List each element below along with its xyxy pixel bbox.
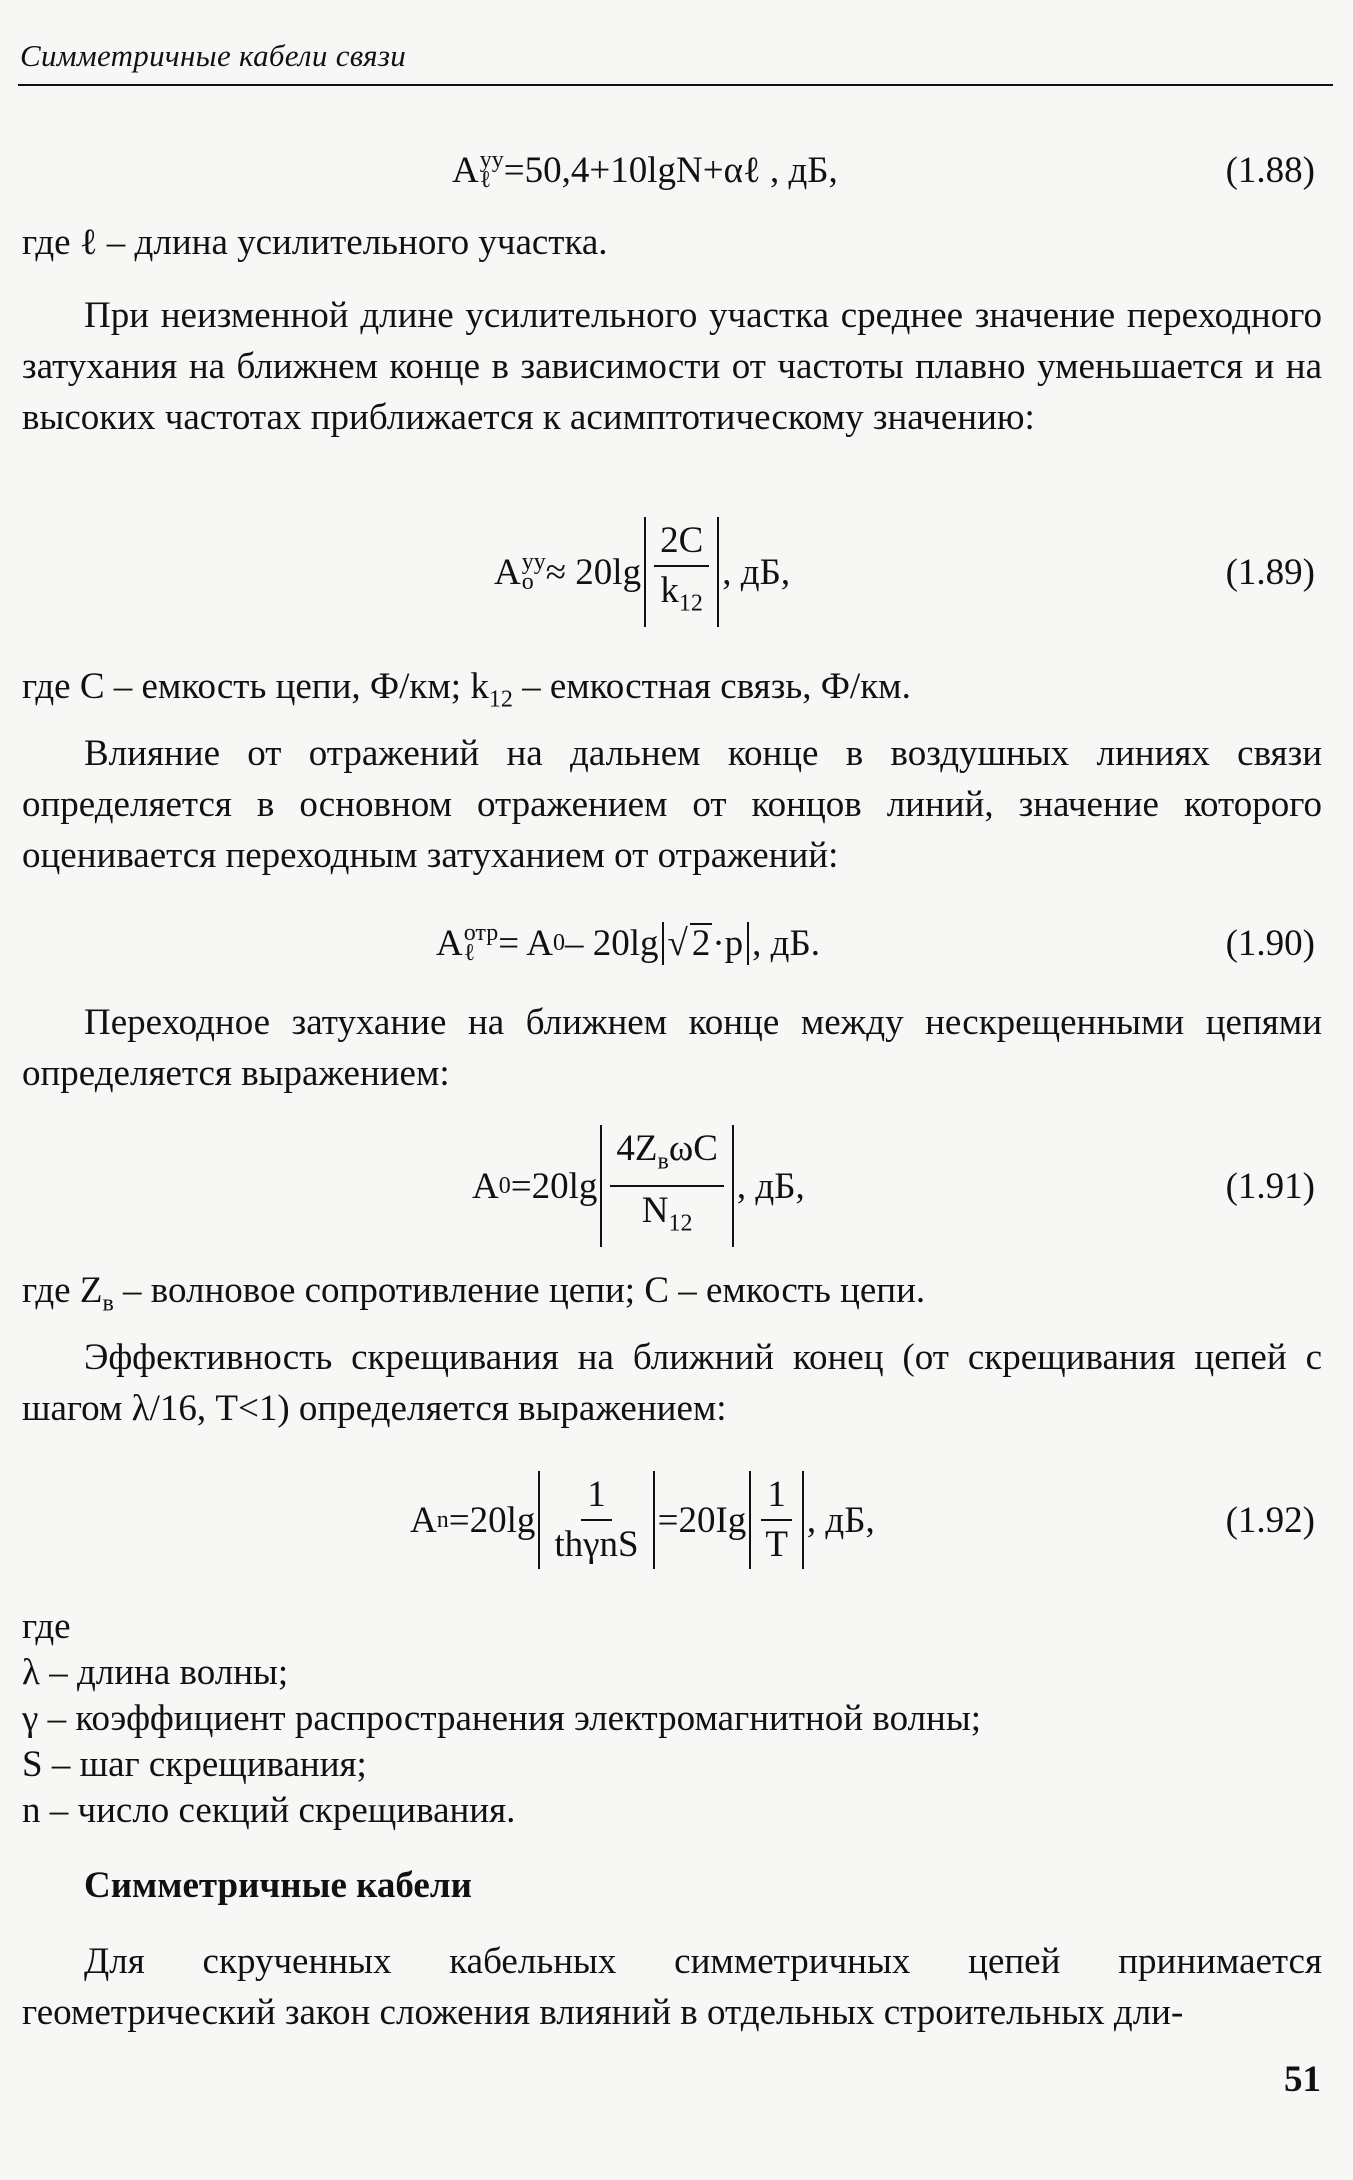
equation-1-92-body [410,1460,875,1580]
eq89-numerator: 2C [654,519,709,567]
eq90-abs [662,922,750,965]
paragraph-reflections: Влияние от отражений на дальнем конце в воздушных линиях связи определяется в основном отражением от концов линий, значение которого оценивается переходным затуханием от отражений: [22,733,1322,876]
paragraph-where-l: где ℓ – длина усилительного участка. [22,222,608,263]
eq91-numerator: $4Z_в\omega C$ [610,1127,724,1187]
eq90-mid: = A [498,922,553,964]
eq91-lhs-sub: 0 [498,1172,511,1199]
equation-number-1-89: (1.89) [1225,551,1315,593]
paragraph-where-c: где С – емкость цепи, Ф/км; $k_{12}$ – емкостная связь, Ф/км. [22,666,911,713]
eq91-lhs: A [472,1165,499,1207]
eq90-sqrt-arg: 2 [691,923,711,964]
equation-1-89 [0,512,1353,632]
page-number: 51 [1284,2059,1321,2100]
eq88-lhs-sub: ℓ [479,167,492,193]
running-header: Симметричные кабели связи [20,38,407,73]
eq89-unit: , дБ, [722,551,791,593]
eq88-rhs: =50,4+10lgN+αℓ , дБ, [503,149,838,191]
eq88-lhs-sup: уу [479,147,504,173]
eq92-abs-2 [749,1471,804,1569]
equation-number-1-92: (1.92) [1225,1499,1315,1541]
eq89-denominator: $k_{12}$ [660,569,703,617]
eq92-eq: =20lg [448,1499,536,1541]
eq90-unit: , дБ. [752,922,820,964]
eq89-lhs: A [494,551,521,593]
eq92-unit: , дБ, [806,1499,875,1541]
header-rule [18,84,1333,86]
eq90-lhs-sub: ℓ [463,940,476,966]
equation-1-89-body [494,512,790,632]
eq92-denominator-1: thγnS [554,1524,639,1565]
equation-number-1-90: (1.90) [1225,922,1315,964]
sqrt-icon: √ [667,922,688,964]
eq92-numerator-2: 1 [761,1473,792,1521]
eq92-abs-1 [538,1471,654,1569]
paragraph-where-z: где $Z_в$ – волновое сопротивление цепи; С – емкость цепи. [22,1270,926,1317]
eq90-minus: – 20lg [565,922,659,964]
eq92-eq2: =20Ig [657,1499,747,1541]
eq92-denominator-2: T [765,1524,788,1565]
equation-1-91 [0,1126,1353,1246]
definition-item: n – число секций скрещивания. [22,1790,516,1831]
eq92-lhs: A [410,1499,437,1541]
paragraph-uncrossed: Переходное затухание на ближнем конце между нескрещенными цепями определяется выражением: [22,1002,1322,1094]
eq91-denominator: $N_{12}$ [641,1190,693,1237]
eq90-lhs-sup: отр [463,920,499,946]
equation-1-90 [0,908,1353,978]
eq89-lhs-sup: уу [521,549,546,575]
eq91-abs [600,1125,734,1248]
definition-item: γ – коэффициент распространения электромагнитной волны; [22,1698,981,1739]
eq88-lhs: A [452,149,479,191]
eq89-approx: ≈ 20lg [545,551,642,593]
eq91-unit: , дБ, [736,1165,805,1207]
definition-item: S – шаг скрещивания; [22,1744,367,1785]
eq91-eq: =20lg [510,1165,598,1207]
equation-number-1-91: (1.91) [1225,1165,1315,1207]
equation-1-88-body [452,140,838,200]
eq89-abs [644,517,719,627]
eq90-mid-sub: 0 [553,929,565,956]
eq89-fraction [654,519,709,625]
section-heading: Симметричные кабели [84,1865,472,1906]
eq92-fraction-1 [548,1473,644,1567]
equation-1-92 [0,1460,1353,1580]
where-label: где [22,1606,71,1647]
equation-1-91-body [472,1126,805,1246]
eq90-tail: ·p [712,922,744,964]
paragraph-near-end: При неизменной длине усилительного участка среднее значение переходного затухания на ближнем конце в зависимости от частоты плавно уменьшается и на высоких частотах приближается к асимптотическому значению: [22,295,1322,438]
paragraph-twisted-cables: Для скрученных кабельных симметричных цепей принимается геометрический закон сложения влияний в отдельных строительных дли- [22,1941,1322,2033]
definition-item: λ – длина волны; [22,1652,289,1693]
eq92-fraction-2 [759,1473,794,1567]
eq91-fraction [610,1127,724,1246]
equation-1-90-body [436,908,820,978]
eq92-numerator-1: 1 [581,1473,612,1521]
equation-1-88 [0,140,1353,200]
paragraph-crossing-efficiency: Эффективность скрещивания на ближний конец (от скрещивания цепей с шагом λ/16, T<1) определяется выражением: [22,1337,1322,1429]
eq89-lhs-sub: о [521,569,534,595]
eq90-lhs: A [436,922,463,964]
equation-number-1-88: (1.88) [1225,149,1315,191]
eq92-lhs-sub: n [436,1506,449,1533]
